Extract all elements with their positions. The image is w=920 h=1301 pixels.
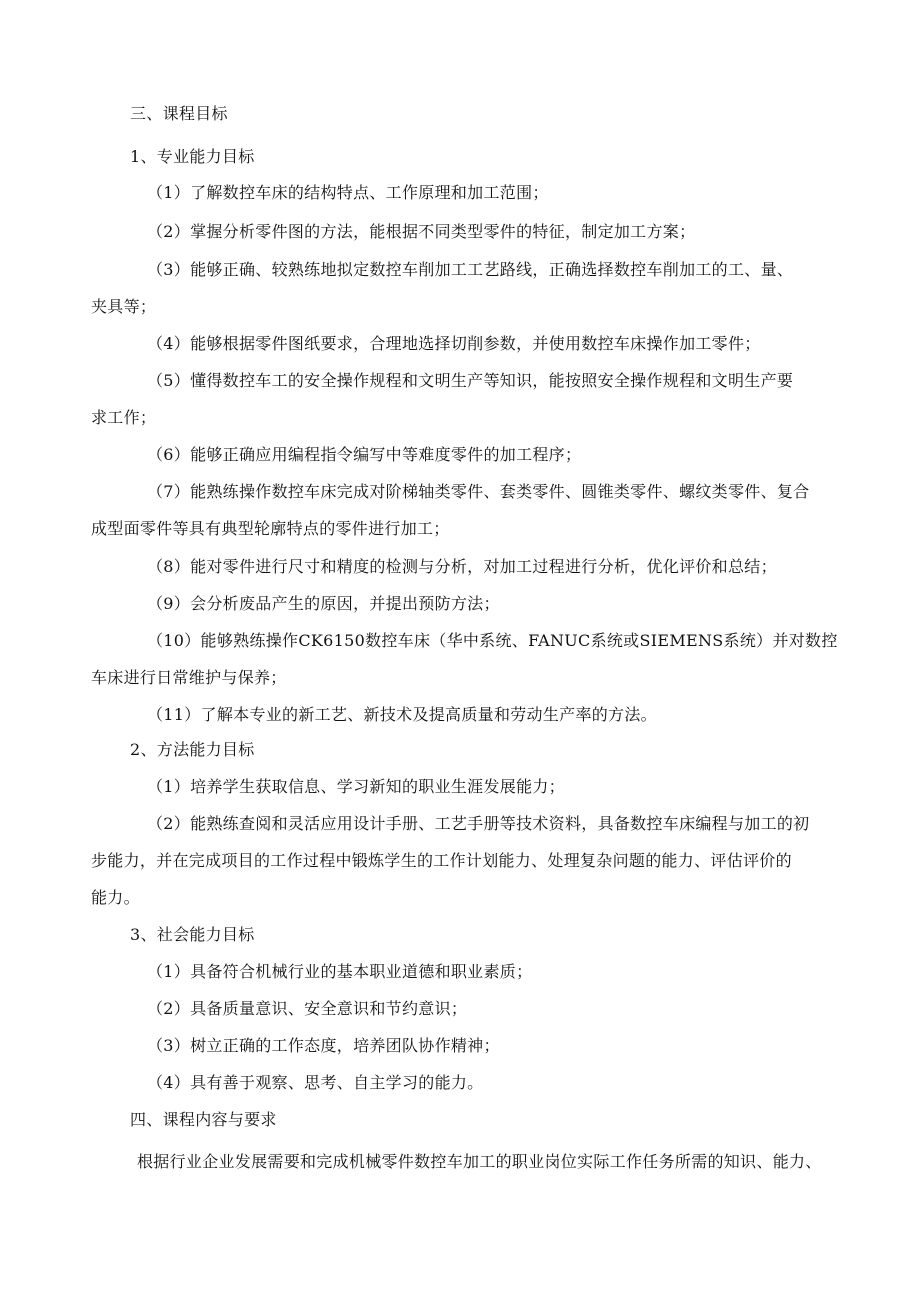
list-item: （7）能熟练操作数控车床完成对阶梯轴类零件、套类零件、圆锥类零件、螺纹类零件、复合 <box>147 482 810 501</box>
list-item: （4）具有善于观察、思考、自主学习的能力。 <box>147 1073 484 1092</box>
list-item: （1）培养学生获取信息、学习新知的职业生涯发展能力； <box>147 777 565 796</box>
list-item: （2）掌握分析零件图的方法，能根据不同类型零件的特征，制定加工方案； <box>147 222 696 241</box>
list-item: （10）能够熟练操作CK6150数控车床（华中系统、FANUC系统或SIEMENS系统）并对数控 <box>147 631 838 650</box>
section-heading-course-objectives: 三、课程目标 <box>130 104 228 123</box>
list-item: （11）了解本专业的新工艺、新技术及提高质量和劳动生产率的方法。 <box>147 705 657 724</box>
list-item: （2）具备质量意识、安全意识和节约意识； <box>147 999 468 1018</box>
list-item-continuation: 车床进行日常维护与保养； <box>91 668 287 687</box>
list-item-continuation: 求工作； <box>91 408 157 427</box>
section-heading-course-content: 四、课程内容与要求 <box>130 1110 277 1129</box>
list-item: （4）能够根据零件图纸要求，合理地选择切削参数，并使用数控车床操作加工零件； <box>147 334 761 353</box>
list-item-continuation: 步能力，并在完成项目的工作过程中锻炼学生的工作计划能力、处理复杂问题的能力、评估评价的 <box>91 851 792 870</box>
list-item: （1）具备符合机械行业的基本职业道德和职业素质； <box>147 962 533 981</box>
list-item: （1）了解数控车床的结构特点、工作原理和加工范围； <box>147 183 549 202</box>
body-paragraph: 根据行业企业发展需要和完成机械零件数控车加工的职业岗位实际工作任务所需的知识、能力、 <box>137 1152 822 1171</box>
list-item: （2）能熟练查阅和灵活应用设计手册、工艺手册等技术资料，具备数控车床编程与加工的初 <box>147 814 810 833</box>
list-item-continuation: 成型面零件等具有典型轮廓特点的零件进行加工； <box>91 519 450 538</box>
list-item: （8）能对零件进行尺寸和精度的检测与分析，对加工过程进行分析，优化评价和总结； <box>147 557 777 576</box>
subsection-heading-method: 2、方法能力目标 <box>130 740 255 759</box>
list-item: （5）懂得数控车工的安全操作规程和文明生产等知识，能按照安全操作规程和文明生产要 <box>147 371 794 390</box>
list-item: （3）能够正确、较熟练地拟定数控车削加工工艺路线，正确选择数控车削加工的工、量、 <box>147 260 794 279</box>
subsection-heading-professional: 1、专业能力目标 <box>130 147 255 166</box>
subsection-heading-social: 3、社会能力目标 <box>130 925 255 944</box>
list-item: （6）能够正确应用编程指令编写中等难度零件的加工程序； <box>147 445 582 464</box>
list-item: （9）会分析废品产生的原因，并提出预防方法； <box>147 594 500 613</box>
list-item-continuation: 能力。 <box>91 888 140 907</box>
list-item-continuation: 夹具等； <box>91 297 157 316</box>
list-item: （3）树立正确的工作态度，培养团队协作精神； <box>147 1036 500 1055</box>
